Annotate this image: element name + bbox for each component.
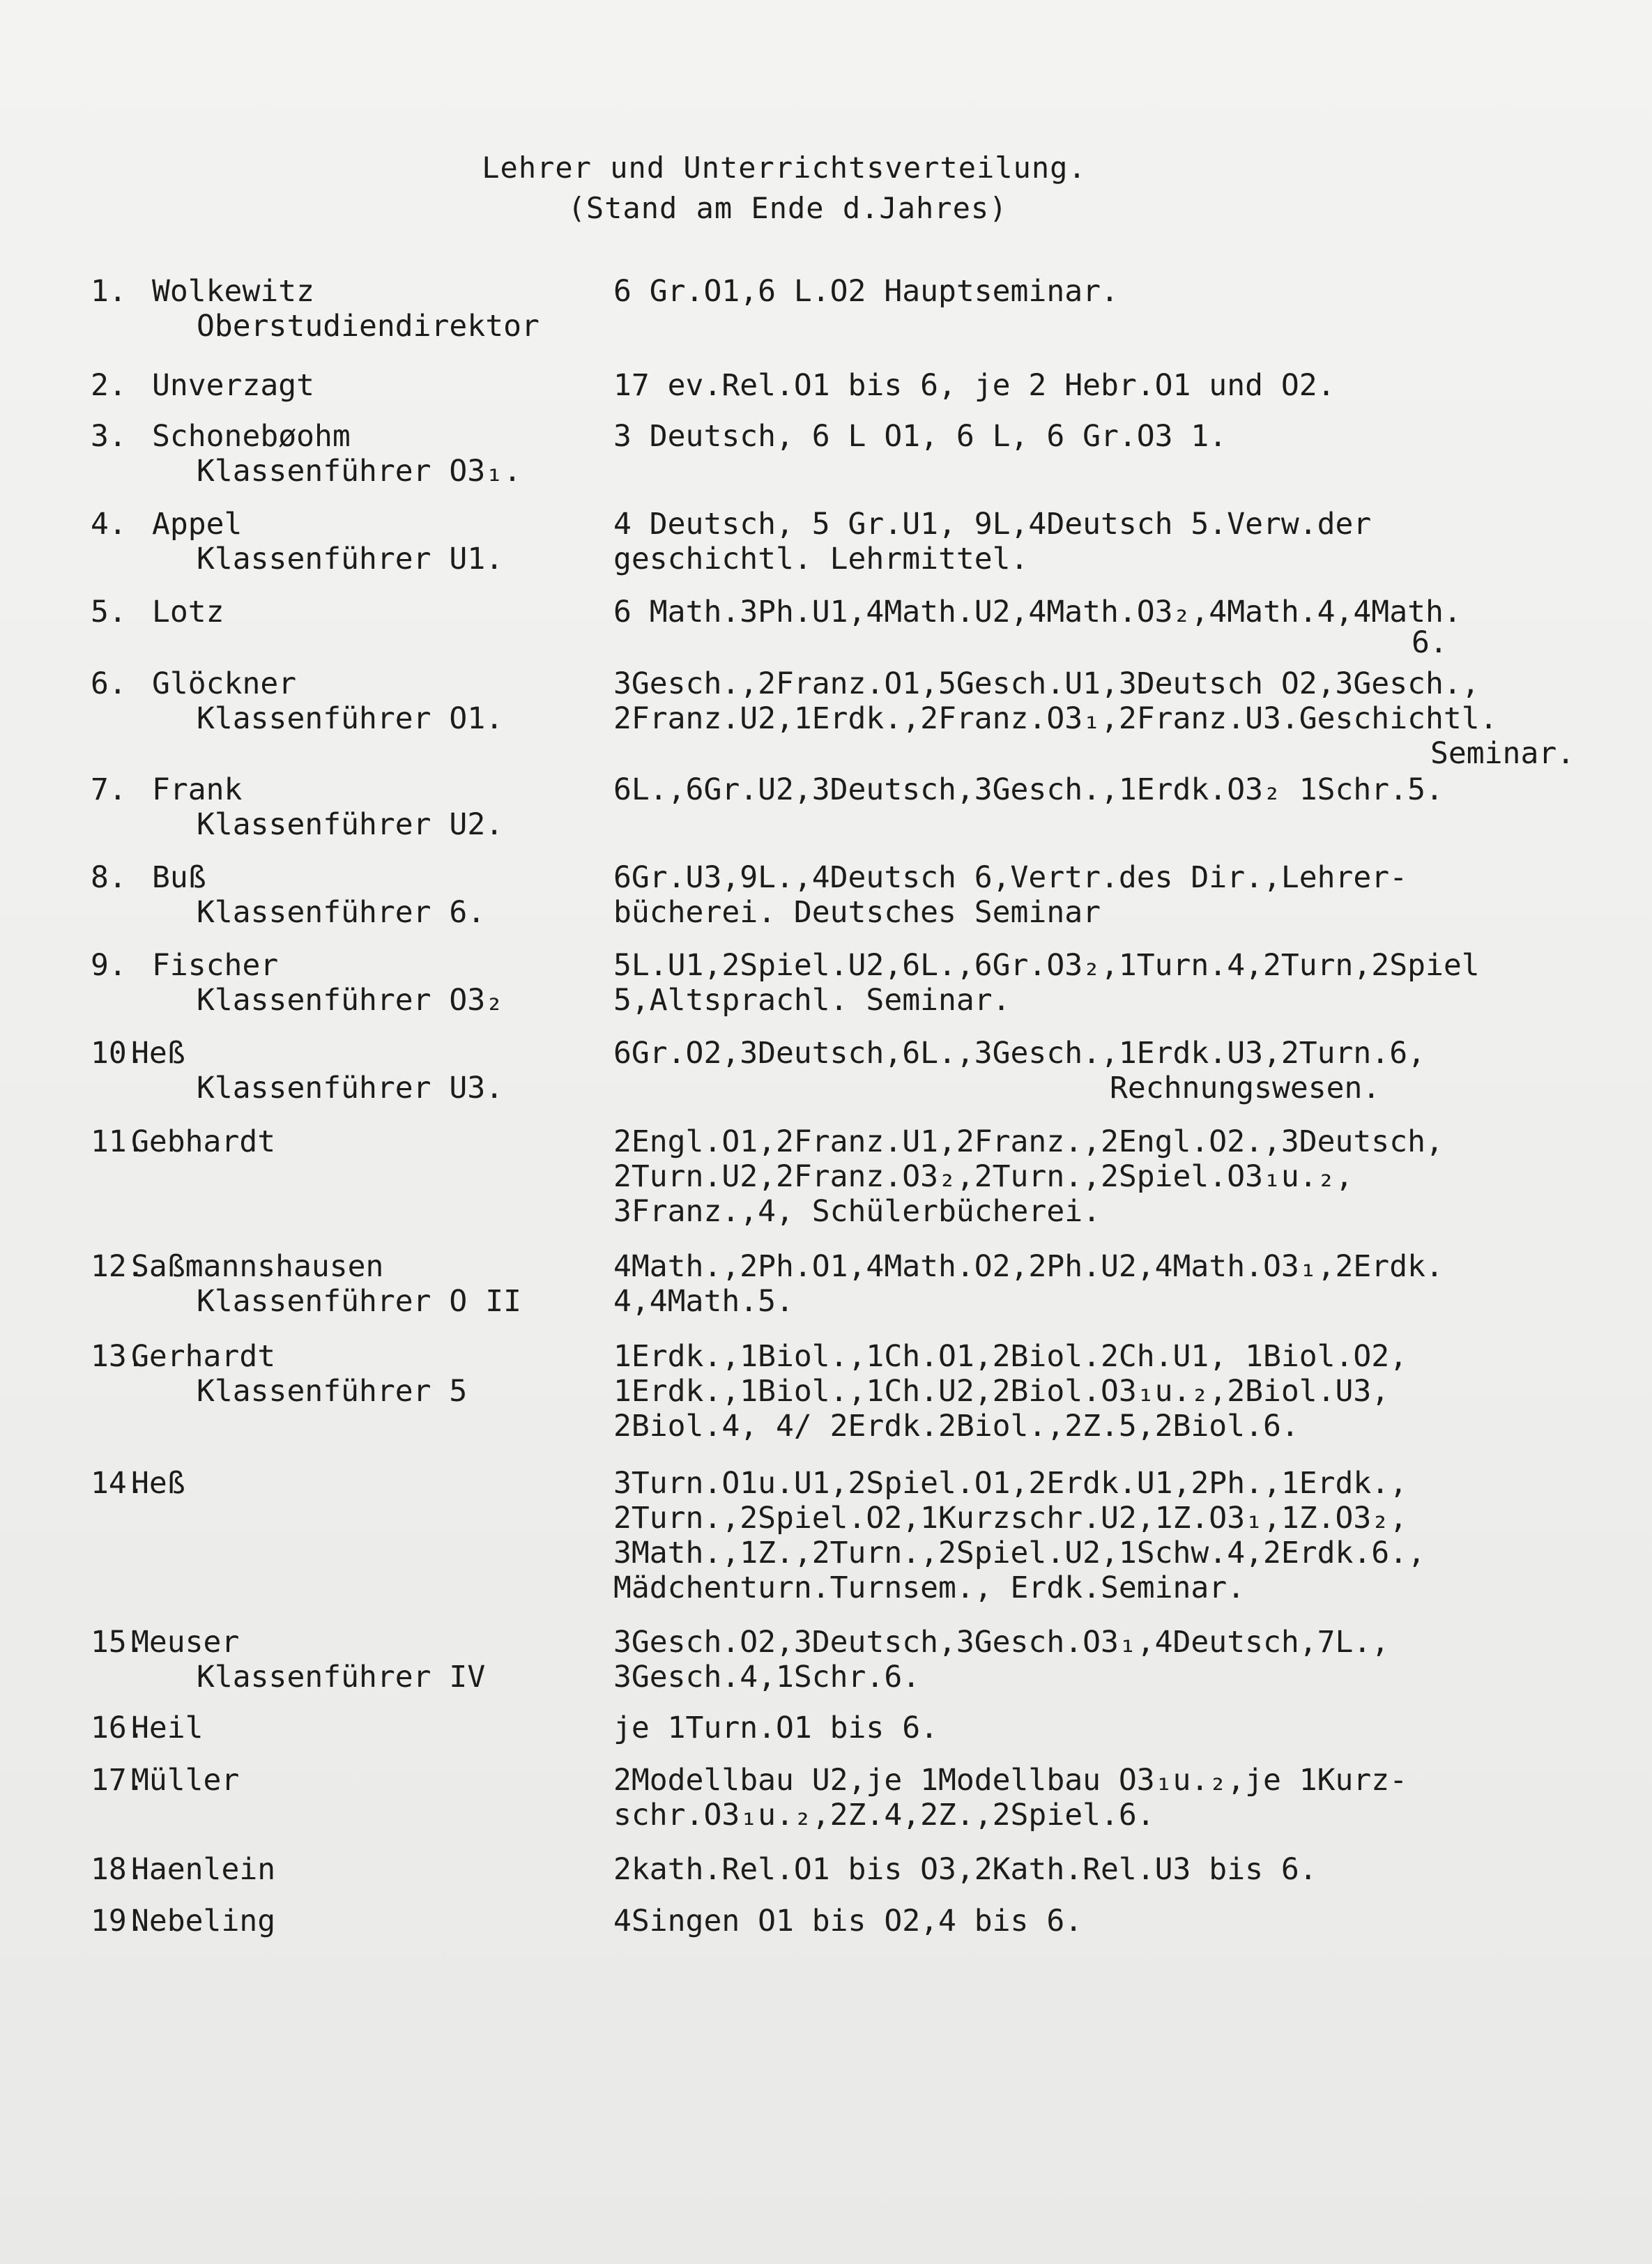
- teacher-name: Unverzagt: [152, 368, 314, 403]
- assignment-line: 2Modellbau U2,je 1Modellbau O3₁u.₂,je 1Kurz-: [613, 1763, 1408, 1798]
- teacher-role: Klassenführer U3.: [197, 1071, 504, 1106]
- teacher-name: Schonebøohm: [152, 419, 351, 454]
- entry-number: 1.: [91, 274, 127, 309]
- teacher-name: Fischer: [152, 948, 279, 983]
- assignment-line: geschichtl. Lehrmittel.: [613, 542, 1029, 576]
- assignment-line: Seminar.: [1430, 736, 1575, 771]
- teacher-name: Frank: [152, 772, 243, 807]
- entry-number: 6.: [91, 666, 127, 701]
- assignment-line: schr.O3₁u.₂,2Z.4,2Z.,2Spiel.6.: [613, 1798, 1155, 1833]
- teacher-name: Heß: [131, 1466, 185, 1501]
- teacher-name: Saßmannshausen: [131, 1249, 384, 1284]
- assignment-line: 5L.U1,2Spiel.U2,6L.,6Gr.O3₂,1Turn.4,2Turn,2Spiel: [613, 948, 1480, 983]
- assignment-line: 1Erdk.,1Biol.,1Ch.O1,2Biol.2Ch.U1, 1Biol.O2,: [613, 1339, 1408, 1374]
- entry-number: 17.: [91, 1763, 145, 1798]
- assignment-line: 17 ev.Rel.O1 bis 6, je 2 Hebr.O1 und O2.: [613, 368, 1336, 403]
- teacher-role: Klassenführer U1.: [197, 542, 504, 576]
- teacher-role: Klassenführer 5: [197, 1374, 468, 1409]
- teacher-role: Oberstudiendirektor: [197, 309, 540, 344]
- assignment-line: 6.: [1412, 625, 1448, 660]
- assignment-line: 3Turn.O1u.U1,2Spiel.O1,2Erdk.U1,2Ph.,1Erdk.,: [613, 1466, 1408, 1501]
- assignment-line: 4,4Math.5.: [613, 1284, 794, 1319]
- assignment-line: 4 Deutsch, 5 Gr.U1, 9L,4Deutsch 5.Verw.der: [613, 507, 1372, 542]
- teacher-name: Nebeling: [131, 1904, 276, 1938]
- assignment-line: 1Erdk.,1Biol.,1Ch.U2,2Biol.O3₁u.₂,2Biol.U3,: [613, 1374, 1390, 1409]
- entry-number: 3.: [91, 419, 127, 454]
- teacher-role: Klassenführer IV: [197, 1660, 486, 1695]
- teacher-name: Heß: [131, 1036, 185, 1071]
- entry-number: 8.: [91, 860, 127, 895]
- assignment-line: 3Gesch.O2,3Deutsch,3Gesch.O3₁,4Deutsch,7L.,: [613, 1625, 1390, 1660]
- entry-number: 18.: [91, 1852, 145, 1887]
- assignment-line: 3 Deutsch, 6 L O1, 6 L, 6 Gr.O3 1.: [613, 419, 1227, 454]
- assignment-line: bücherei. Deutsches Seminar: [613, 895, 1101, 930]
- assignment-line: 4Math.,2Ph.O1,4Math.O2,2Ph.U2,4Math.O3₁,2Erdk.: [613, 1249, 1444, 1284]
- teacher-role: Klassenführer O1.: [197, 701, 504, 736]
- teacher-name: Wolkewitz: [152, 274, 314, 309]
- entry-number: 19.: [91, 1904, 145, 1938]
- assignment-line: 6 Gr.O1,6 L.O2 Hauptseminar.: [613, 274, 1119, 309]
- entry-number: 11.: [91, 1124, 145, 1159]
- assignment-line: 6L.,6Gr.U2,3Deutsch,3Gesch.,1Erdk.O3₂ 1Schr.5.: [613, 772, 1444, 807]
- assignment-line: je 1Turn.O1 bis 6.: [613, 1711, 938, 1745]
- assignment-line: 3Math.,1Z.,2Turn.,2Spiel.U2,1Schw.4,2Erdk.6.,: [613, 1536, 1425, 1570]
- assignment-line: 2Biol.4, 4/ 2Erdk.2Biol.,2Z.5,2Biol.6.: [613, 1409, 1299, 1444]
- teacher-name: Lotz: [152, 595, 224, 629]
- assignment-line: 3Gesch.,2Franz.O1,5Gesch.U1,3Deutsch O2,3Gesch.,: [613, 666, 1480, 701]
- teacher-name: Gebhardt: [131, 1124, 276, 1159]
- teacher-name: Buß: [152, 860, 206, 895]
- teacher-role: Klassenführer U2.: [197, 807, 504, 842]
- entry-number: 14.: [91, 1466, 145, 1501]
- title-line-2: (Stand am Ende d.Jahres): [567, 191, 1008, 225]
- entry-number: 10.: [91, 1036, 145, 1071]
- teacher-role: Klassenführer O3₂: [197, 983, 504, 1018]
- entry-number: 2.: [91, 368, 127, 403]
- teacher-role: Klassenführer O3₁.: [197, 454, 521, 489]
- entry-number: 15.: [91, 1625, 145, 1660]
- title-line-1: Lehrer und Unterrichtsverteilung.: [482, 151, 1087, 185]
- teacher-name: Gerhardt: [131, 1339, 276, 1374]
- assignment-line: Rechnungswesen.: [1110, 1071, 1381, 1106]
- teacher-name: Meuser: [131, 1625, 240, 1660]
- assignment-line: 6Gr.U3,9L.,4Deutsch 6,Vertr.des Dir.,Lehrer-: [613, 860, 1408, 895]
- entry-number: 12.: [91, 1249, 145, 1284]
- entry-number: 7.: [91, 772, 127, 807]
- entry-number: 9.: [91, 948, 127, 983]
- entry-number: 13.: [91, 1339, 145, 1374]
- assignment-line: 2Turn.U2,2Franz.O3₂,2Turn.,2Spiel.O3₁u.₂,: [613, 1159, 1354, 1194]
- assignment-line: 3Franz.,4, Schülerbücherei.: [613, 1194, 1101, 1229]
- assignment-line: 6Gr.O2,3Deutsch,6L.,3Gesch.,1Erdk.U3,2Turn.6,: [613, 1036, 1425, 1071]
- entry-number: 5.: [91, 595, 127, 629]
- teacher-name: Heil: [131, 1711, 204, 1745]
- teacher-name: Appel: [152, 507, 243, 542]
- assignment-line: 2Franz.U2,1Erdk.,2Franz.O3₁,2Franz.U3.Geschichtl.: [613, 701, 1498, 736]
- entry-number: 4.: [91, 507, 127, 542]
- assignment-line: 6 Math.3Ph.U1,4Math.U2,4Math.O3₂,4Math.4,4Math.: [613, 595, 1462, 629]
- assignment-line: Mädchenturn.Turnsem., Erdk.Seminar.: [613, 1570, 1246, 1605]
- assignment-line: 2kath.Rel.O1 bis O3,2Kath.Rel.U3 bis 6.: [613, 1852, 1317, 1887]
- assignment-line: 4Singen O1 bis O2,4 bis 6.: [613, 1904, 1083, 1938]
- entry-number: 16.: [91, 1711, 145, 1745]
- teacher-role: Klassenführer 6.: [197, 895, 486, 930]
- teacher-name: Müller: [131, 1763, 240, 1798]
- assignment-line: 2Turn.,2Spiel.O2,1Kurzschr.U2,1Z.O3₁,1Z.O3₂,: [613, 1501, 1408, 1536]
- assignment-line: 2Engl.O1,2Franz.U1,2Franz.,2Engl.O2.,3Deutsch,: [613, 1124, 1444, 1159]
- teacher-role: Klassenführer O II: [197, 1284, 521, 1319]
- teacher-name: Haenlein: [131, 1852, 276, 1887]
- teacher-name: Glöckner: [152, 666, 297, 701]
- assignment-line: 3Gesch.4,1Schr.6.: [613, 1660, 921, 1695]
- assignment-line: 5,Altsprachl. Seminar.: [613, 983, 1011, 1018]
